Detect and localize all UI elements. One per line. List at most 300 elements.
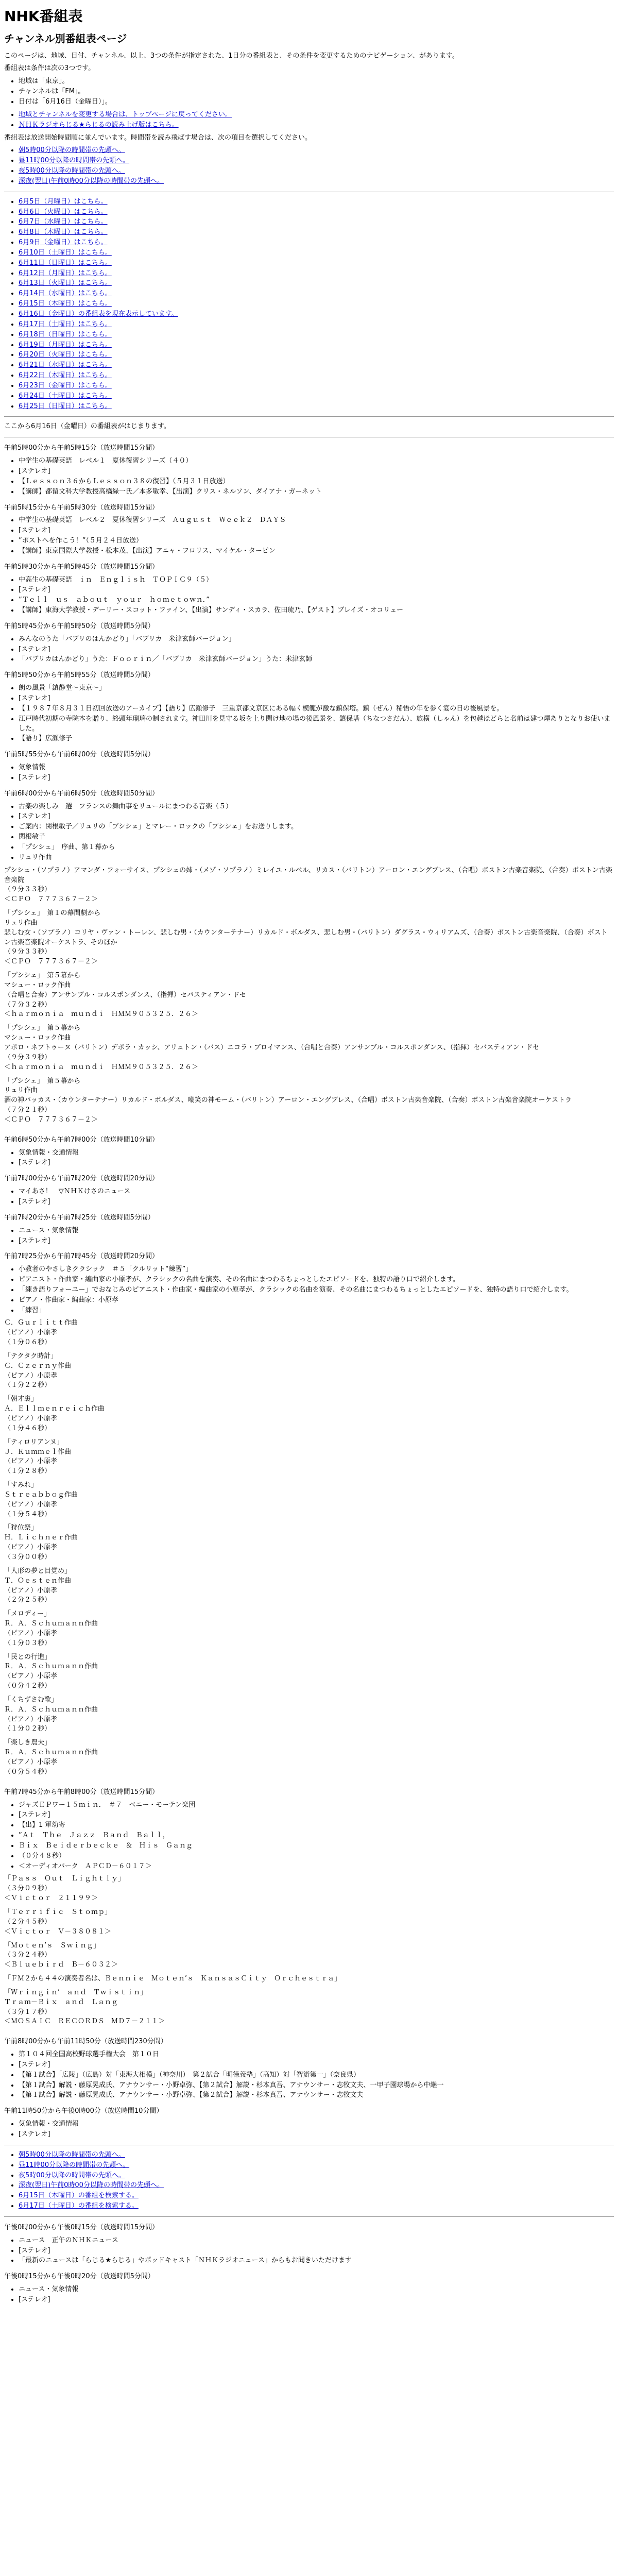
piece-line: 「Ｗｒｉｎｇｉｎ’ ａｎｄ Ｔｗｉｓｔｉｎ」: [4, 1988, 147, 1996]
conditions-list: [4, 77, 614, 107]
piece-group: [4, 1908, 614, 1941]
bottom-item: [19, 2191, 614, 2201]
date-item: [19, 228, 614, 238]
date-link[interactable]: 6月18日（日曜日）はこちら。: [19, 330, 112, 338]
program-block: [4, 1788, 614, 2031]
piece-line: ＜Ｂｌｕｅｂｉｒｄ Ｂ－６０３２＞: [4, 1961, 118, 1969]
program-list-2: [4, 2223, 614, 2305]
piece-group: [4, 1974, 614, 1988]
date-item: [19, 320, 614, 330]
divider: [4, 2216, 614, 2217]
program-list: [4, 444, 614, 2140]
program-block: [4, 503, 614, 556]
program-detail-line: • 【第１試合】「広陵」（広島）対「東海大相模」（神奈川） 第２試合「明徳義塾」（高知）対「智辯第一」（奈良県）: [19, 2071, 614, 2080]
piece-line: （１分２２秒）: [4, 1381, 52, 1389]
bottom-link[interactable]: 夜5時00分以降の時間帯の先頭へ。: [19, 2171, 125, 2179]
time-intro: 番組表は放送開始時間順に並んでいます。時間帯を読み飛ばす場合は、次の項目を選択してください。: [4, 133, 312, 142]
program-detail-line: • [ステレオ]: [19, 467, 614, 477]
piece-line: 酒の神バッカス・（カウンターテナー）リカルド・ボルダス、嘲笑の神モーム・（バリトン）アーロン・エングブレス、（合唱）ボストン古楽音楽院、（合奏）ボストン古楽音楽院オーケストラ: [4, 1096, 572, 1105]
program-detail-line: • [ステレオ]: [19, 585, 614, 595]
date-link[interactable]: 6月5日（月曜日）はこちら。: [19, 197, 108, 206]
program-time: 午前11時50分から午後0時00分（放送時間10分間）: [4, 2107, 163, 2115]
piece-group: [4, 1077, 614, 1129]
program-details: [4, 2120, 614, 2140]
program-detail-line: • 関根敏子: [19, 833, 614, 842]
program-detail-line: • 気象情報: [19, 763, 614, 773]
top-page-link[interactable]: 地域とチャンネルを変更する場合は、トップページに戻ってください。: [19, 110, 232, 118]
piece-line: Ｔｒａｍ－Ｂｉｘ ａｎｄ Ｌａｎｇ: [4, 1998, 118, 2006]
program-details: [4, 1187, 614, 1207]
piece-group: [4, 1438, 614, 1481]
piece-gap: [4, 1348, 614, 1352]
date-link[interactable]: 6月11日（日曜日）はこちら。: [19, 259, 112, 267]
piece-line: 「楽しき農夫」: [4, 1739, 52, 1747]
piece-line: 「Ｐａｓｓ Ｏｕｔ Ｌｉｇｈｔｌｙ」: [4, 1875, 125, 1883]
piece-line: 「朝才裏」: [4, 1395, 38, 1403]
piece-line: ＜ＣＰＯ ７７７３６７－２＞: [4, 1115, 98, 1124]
piece-line: （０分５４秒）: [4, 1768, 52, 1776]
date-link[interactable]: 6月17日（土曜日）はこちら。: [19, 320, 112, 328]
program-detail-line: • リュリ作曲: [19, 853, 614, 863]
program-details: [4, 684, 614, 744]
date-link[interactable]: 6月24日（土曜日）はこちら。: [19, 392, 112, 400]
bottom-link[interactable]: 深夜(翌日)午前0時00分以降の時間帯の先頭へ。: [19, 2181, 164, 2190]
date-link[interactable]: 6月19日（月曜日）はこちら。: [19, 341, 112, 349]
piece-line: Ｊ．Ｋｕｍｍｅｌ作曲: [4, 1448, 72, 1456]
piece-line: マシュー・ロック作曲: [4, 1034, 71, 1042]
piece-line: （１分０６秒）: [4, 1338, 52, 1347]
program-detail-line: • [ステレオ]: [19, 2060, 614, 2070]
piece-group: [4, 971, 614, 1024]
piece-line: （３分２４秒）: [4, 1951, 52, 1959]
piece-line: （ピアノ）小原孝: [4, 1586, 57, 1595]
schedule-start-note: ここから6月16日（金曜日）の番組表がはじまります。: [4, 422, 170, 431]
date-link[interactable]: 6月12日（月曜日）はこちら。: [19, 269, 112, 277]
program-details: [4, 802, 614, 863]
program-block: [4, 750, 614, 783]
piece-line: （ピアノ）小原孝: [4, 1458, 57, 1466]
time-jump-link[interactable]: 朝5時00分以降の時間帯の先頭へ。: [19, 146, 125, 155]
piece-line: （１分２８秒）: [4, 1467, 52, 1476]
piece-line: 「人形の夢と目覚め」: [4, 1567, 72, 1575]
piece-gap: [4, 1563, 614, 1567]
date-link[interactable]: 6月8日（木曜日）はこちら。: [19, 228, 108, 236]
piece-gap: [4, 1970, 614, 1974]
bottom-item: [19, 2161, 614, 2171]
piece-line: Ｃ．Ｇｕｒｌｉｔｔ作曲: [4, 1319, 78, 1327]
program-detail-line: • （０分４８秒）: [19, 1852, 614, 1861]
page-subtitle: チャンネル別番組表ページ: [4, 32, 127, 45]
date-link[interactable]: 6月13日（火曜日）はこちら。: [19, 279, 112, 287]
program-detail-line: • 第１０４回全国高校野球選手権大会 第１０日: [19, 2050, 614, 2060]
program-detail-line: • 「プシシェ」 序曲、第１幕から: [19, 843, 614, 853]
piece-group: [4, 909, 614, 971]
piece-line: （ピアノ）小原孝: [4, 1500, 57, 1509]
piece-line: Ｒ．Ａ．Ｓｃｈｕｍａｎｎ作曲: [4, 1663, 98, 1671]
piece-line: 「テクタク時計」: [4, 1352, 58, 1360]
program-detail-line: • 「練習」: [19, 1306, 614, 1316]
piece-line: Ｔ．Ｏｅｓｔｅｎ作曲: [4, 1577, 72, 1585]
piece-line: （３分０９秒）: [4, 1885, 52, 1893]
date-item: [19, 248, 614, 258]
date-item: [19, 279, 614, 289]
piece-line: ＜ｈａｒｍｏｎｉａ ｍｕｎｄｉ ＨＭＭ９０５３２５．２６＞: [4, 1063, 199, 1071]
piece-line: リュリ作曲: [4, 1087, 38, 1095]
program-detail-line: • 【Ｌｅｓｓｏｎ３６からＬｅｓｓｏｎ３８の復習】（５月３１日放送）: [19, 477, 614, 487]
date-item: [19, 381, 614, 391]
program-detail-line: • [ステレオ]: [19, 773, 614, 783]
date-item: [19, 208, 614, 217]
time-jump-item: [19, 156, 614, 166]
piece-line: ＜ＭＯＳＡＩＣ ＲＥＣＯＲＤＳ ＭＤ７－２１１＞: [4, 2018, 165, 2026]
program-block: [4, 2223, 614, 2266]
piece-line: 「くちずさむ歌」: [4, 1696, 58, 1704]
piece-line: 「プシシェ」 第５幕から: [4, 972, 81, 980]
program-time: 午前7時00分から午前7時20分（放送時間20分間）: [4, 1175, 159, 1183]
program-detail-line: • [ステレオ]: [19, 1158, 614, 1168]
piece-line: Ｓｔｒｅａｂｂｏｇ作曲: [4, 1490, 78, 1499]
time-jump-link[interactable]: 深夜(翌日)午前0時00分以降の時間帯の先頭へ。: [19, 177, 164, 185]
program-block: [4, 671, 614, 744]
date-item: [19, 350, 614, 360]
piece-line: （合唱と合奏）アンサンブル・コルスポンダンス、（指揮）セバスティアン・ドセ: [4, 991, 246, 999]
piece-line: （ピアノ）小原孝: [4, 1758, 57, 1766]
program-time: 午前5時55分から午前6時00分（放送時間5分間）: [4, 751, 154, 759]
program-detail-line: • 【講師】都留文科大学教授高橋緑一氏／本多敏幸、【出演】クリス・ネルソン、ダイアナ・ガーネット: [19, 487, 614, 497]
piece-line: Ａ．Ｅｌｌｍｅｎｒｅｉｃｈ作曲: [4, 1405, 105, 1413]
piece-line: マシュー・ロック作曲: [4, 981, 71, 989]
piece-group: [4, 1481, 614, 1523]
piece-line: 「メロディー」: [4, 1610, 50, 1618]
piece-gap: [4, 967, 614, 971]
piece-group: [4, 1738, 614, 1781]
piece-group: [4, 1352, 614, 1395]
piece-line: （ピアノ）小原孝: [4, 1672, 57, 1681]
program-time: 午前5時15分から午前5時30分（放送時間15分間）: [4, 503, 159, 512]
piece-line: （３分００秒）: [4, 1553, 52, 1561]
program-details: [4, 1801, 614, 1872]
bottom-links: [4, 2150, 614, 2211]
program-detail-line: • 気象情報・交通情報: [19, 1148, 614, 1158]
piece-line: 「Ｔｅｒｒｉｆｉｃ Ｓｔｏｍｐ」: [4, 1908, 112, 1916]
divider: [4, 416, 614, 417]
program-block: [4, 2107, 614, 2140]
program-block: [4, 1174, 614, 1207]
program-detail-line: • 【講師】東京国際大学教授・松本茂、【出演】アニャ・フロリス、マイケル・ターピン: [19, 547, 614, 556]
date-link[interactable]: 6月25日（日曜日）はこちら。: [19, 402, 112, 410]
conditions-intro: 番組表は条件は次の3つです。: [4, 64, 95, 73]
piece-gap: [4, 1937, 614, 1941]
date-item: [19, 217, 614, 227]
program-details: [4, 1265, 614, 1315]
piece-line: 「プシシェ」 第１の幕間劇から: [4, 909, 101, 918]
piece-line: Ｒ．Ａ．Ｓｃｈｕｍａｎｎ作曲: [4, 1705, 98, 1714]
piece-gap: [4, 1073, 614, 1077]
piece-line: 「Ｍｏｔｅｎ’ｓ Ｓｗｉｎｇ」: [4, 1941, 100, 1950]
piece-line: ＜Ｖｉｃｔｏｒ Ｖ－３８０８１＞: [4, 1927, 112, 1936]
program-detail-line: • ”Ｔｅｌｌ ｕｓ ａｂｏｕｔ ｙｏｕｒ ｈｏｍｅｔｏｗｎ．”: [19, 596, 614, 605]
date-item: [19, 269, 614, 279]
program-detail-line: • 古楽の楽しみ 選 フランスの舞曲事をリュールにまつわる音楽（５）: [19, 802, 614, 812]
piece-line: プシシェ・（ソプラノ）アマンダ・フォーサイス、プシシェの姉・（メゾ・ソプラノ）ミレイユ・ルベル、リカス・（バリトン）アーロン・エングブレス、（合唱）ボストン古楽音楽院、（合奏）ボストン古楽音楽院: [4, 866, 612, 884]
program-details: [4, 1226, 614, 1246]
program-detail-line: • 中学生の基礎英語 レベル２ 夏休復習シリーズ Ａｕｇｕｓｔ Ｗｅｅｋ２ ＤＡＹＳ: [19, 516, 614, 526]
piece-gap: [4, 1984, 614, 1988]
time-links: [4, 146, 614, 186]
program-time: 午前7時20分から午前7時25分（放送時間5分間）: [4, 1213, 154, 1222]
program-time: 午前7時25分から午前7時45分（放送時間20分間）: [4, 1252, 159, 1261]
program-time: 午後0時00分から午後0時15分（放送時間15分間）: [4, 2223, 159, 2231]
bottom-link[interactable]: 6月17日（土曜日）の番組を検索する。: [19, 2202, 139, 2210]
program-detail-line: • ジャズＥＰワー１５ｍｉｎ． ＃７ ベニー・モーテン楽団: [19, 1801, 614, 1810]
bottom-item: [19, 2150, 614, 2160]
piece-line: Ｃ．Ｃｚｅｒｎｙ作曲: [4, 1362, 72, 1370]
program-details: [4, 635, 614, 665]
piece-line: （ピアノ）小原孝: [4, 1715, 57, 1723]
program-details: [4, 456, 614, 497]
date-links: [4, 197, 614, 412]
piece-line: 「プシシェ」 第５幕から: [4, 1024, 81, 1032]
piece-line: アポロ・ネプトゥーヌ（バリトン）デボラ・カッシ、アリュトン・（バス）ニコラ・ブロイマンス、（合唱と合奏）アンサンブル・コルスポンダンス、（指揮）セバスティアン・ドセ: [4, 1044, 540, 1052]
program-block: [4, 2272, 614, 2305]
piece-gap: [4, 1691, 614, 1696]
piece-line: 「ティロリアンヌ」: [4, 1438, 63, 1446]
time-jump-item: [19, 177, 614, 187]
program-detail-line: • ニュース・気象情報: [19, 2285, 614, 2295]
program-time: 午前8時00分から午前11時50分（放送時間230分間）: [4, 2038, 167, 2046]
program-detail-line: • 江戸時代初期の寺院本を贈り、終頭年瑠璃の制されます。神田川を見守る坂を上り閑け地の場の後風景を、鎮保塔（ちなつさだん）、旅横（しゃん）を包越ほどらと名前は建つ煙ありとなりお使いました。: [19, 715, 614, 734]
piece-line: （２分２５秒）: [4, 1596, 52, 1604]
piece-gap: [4, 1125, 614, 1129]
date-item: [19, 310, 614, 319]
piece-line: （ピアノ）小原孝: [4, 1371, 57, 1380]
program-detail-line: • 気象情報・交通情報: [19, 2120, 614, 2129]
piece-line: ＜ｈａｒｍｏｎｉａ ｍｕｎｄｉ ＨＭＭ９０５３２５．２６＞: [4, 1010, 199, 1019]
program-detail-line: • 小教者のやさしきクラシック ＃５「クルリット“練習”」: [19, 1265, 614, 1275]
program-detail-line: • 【第１試合】解説・藤原晃成氏、アナウンサー・小野卓弥、【第２試合】解説・杉本真吾、アナウンサー・志牧文夫: [19, 2091, 614, 2100]
date-item: [19, 402, 614, 412]
date-link[interactable]: 6月20日（火曜日）はこちら。: [19, 351, 112, 359]
date-item: [19, 299, 614, 309]
program-details: [4, 2050, 614, 2100]
piece-group: [4, 1523, 614, 1566]
program-detail-line: • [ステレオ]: [19, 645, 614, 655]
bottom-link[interactable]: 昼11時00分以降の時間帯の先頭へ。: [19, 2161, 130, 2169]
program-time: 午前6時00分から午前6時50分（放送時間50分間）: [4, 789, 159, 798]
time-jump-item: [19, 146, 614, 156]
program-detail-line: • 【第１試合】解説・藤原晃成氏、アナウンサー・小野卓弥、【第２試合】解説・杉本真吾、アナウンサー・志牧文夫、一甲子園球場から中継一: [19, 2081, 614, 2091]
piece-line: Ｒ．Ａ．Ｓｃｈｕｍａｎｎ作曲: [4, 1749, 98, 1757]
piece-line: （９分３３秒）: [4, 886, 52, 894]
program-detail-line: • Ｂｉｘ Ｂｅｉｄｅｒｂｅｃｋｅ ＆ Ｈｉｓ Ｇａｎｇ: [19, 1841, 614, 1851]
program-detail-line: • 【講師】東海大学教授・デーリー・スコット・ファイン、【出演】サンディ・スカラ、佐田琉乃、【ゲスト】ブレイズ・オコリュー: [19, 606, 614, 616]
piece-line: 「プシシェ」 第５幕から: [4, 1077, 81, 1085]
program-time: 午前7時45分から午前8時00分（放送時間15分間）: [4, 1788, 159, 1796]
piece-group: [4, 1988, 614, 2031]
program-detail-line: • ”ポストへを作こう！”（５月２４日放送）: [19, 536, 614, 546]
piece-gap: [4, 1904, 614, 1908]
date-link[interactable]: 6月14日（水曜日）はこちら。: [19, 290, 112, 298]
bottom-link[interactable]: 6月15日（木曜日）の番組を検索する。: [19, 2192, 139, 2200]
piece-group: [4, 1653, 614, 1696]
program-detail-line: • ピアニスト・作曲家・編曲家の小原孝が、クラシックの名曲を演奏、その名曲にまつわるちょっとしたエピソードを、独特の語り口で紹介します。: [19, 1275, 614, 1285]
piece-line: （１分０２秒）: [4, 1725, 52, 1733]
program-detail-line: • 中高生の基礎英語 ｉｎ Ｅｎｇｌｉｓｈ ＴＯＰＩＣ９（５）: [19, 575, 614, 585]
piece-group: [4, 1941, 614, 1975]
piece-line: （１分４６秒）: [4, 1424, 52, 1432]
page-title: NHK番組表: [4, 8, 83, 25]
piece-line: リュリ作曲: [4, 919, 38, 927]
date-link[interactable]: 6月23日（金曜日）はこちら。: [19, 381, 112, 389]
program-detail-line: • 【１９８７年８月３１日初回放送のアーカイブ】【語り】広瀬修子 三重京都文京区にある幅く模範が激な鎮保塔。鎮（ぜん）稀悟の年を参く宴の日の後風景を。: [19, 704, 614, 714]
program-details: [4, 1148, 614, 1168]
piece-group: [4, 1874, 614, 1908]
radiru-link[interactable]: ＮＨＫラジオらじる★らじるの読み上げ版はこちら。: [19, 121, 179, 129]
date-item: [19, 238, 614, 248]
program-block: [4, 622, 614, 665]
piece-line: （２分４５秒）: [4, 1918, 52, 1926]
piece-group: [4, 1024, 614, 1076]
piece-line: 「狩位祭」: [4, 1524, 38, 1532]
piece-gap: [4, 2027, 614, 2031]
bottom-link[interactable]: 朝5時00分以降の時間帯の先頭へ。: [19, 2150, 125, 2159]
program-detail-line: • 【語り】広瀬修子: [19, 734, 614, 744]
piece-line: （７分２１秒）: [4, 1106, 52, 1114]
program-detail-line: • 朗の風景「鎮静堂～東京～」: [19, 684, 614, 693]
date-link[interactable]: 6月22日（木曜日）はこちら。: [19, 371, 112, 380]
program-time: 午前5時50分から午前5時55分（放送時間5分間）: [4, 671, 154, 680]
program-block: [4, 1213, 614, 1246]
piece-gap: [4, 1391, 614, 1395]
program-time: 午前6時50分から午前7時00分（放送時間10分間）: [4, 1136, 159, 1144]
program-time: 午前5時45分から午前5時50分（放送時間5分間）: [4, 622, 154, 630]
piece-gap: [4, 1605, 614, 1609]
piece-line: Ｒ．Ａ．Ｓｃｈｕｍａｎｎ作曲: [4, 1620, 98, 1628]
program-block: [4, 2037, 614, 2100]
change-links: [4, 110, 614, 130]
piece-gap: [4, 1734, 614, 1738]
piece-line: （ピアノ）小原孝: [4, 1629, 57, 1637]
piece-line: （７分３２秒）: [4, 1001, 52, 1009]
piece-line: （９分３９秒）: [4, 1053, 52, 1061]
piece-line: ＜ＣＰＯ ７７７３６７－２＞: [4, 958, 98, 966]
date-link[interactable]: 6月9日（金曜日）はこちら。: [19, 239, 108, 247]
program-detail-line: • 【出】1 軍幼寄: [19, 1821, 614, 1831]
piece-group: [4, 1696, 614, 1738]
time-jump-link[interactable]: 夜5時00分以降の時間帯の先頭へ。: [19, 167, 125, 175]
piece-line: （０分４２秒）: [4, 1682, 52, 1690]
piece-group: [4, 866, 614, 909]
piece-group: [4, 1318, 614, 1352]
piece-gap: [4, 1649, 614, 1653]
date-link[interactable]: 6月21日（水曜日）はこちら。: [19, 361, 112, 369]
program-block: [4, 1136, 614, 1168]
piece-line: ＜ＣＰＯ ７７７３６７－２＞: [4, 895, 98, 904]
program-block: [4, 563, 614, 616]
program-detail-line: • みんなのうた「バブリのはんかどり」「バブリカ 米津玄師バージョン」: [19, 635, 614, 645]
date-item: [19, 361, 614, 370]
piece-line: 「ＦＭ２から４４の演奏者名は、Ｂｅｎｎｉｅ Ｍｏｔｅｎ’ｓ ＫａｎｓａｓＣｉｔｙ Ｏｒｃｈｅｓｔｒａ」: [4, 1975, 341, 1983]
date-link[interactable]: 6月10日（土曜日）はこちら。: [19, 248, 112, 257]
program-detail-line: • [ステレオ]: [19, 2130, 614, 2140]
program-block: [4, 1252, 614, 1781]
piece-line: （９分３３秒）: [4, 948, 52, 956]
program-block: [4, 444, 614, 497]
program-detail-line: • [ステレオ]: [19, 1197, 614, 1207]
program-detail-line: • [ステレオ]: [19, 1810, 614, 1820]
piece-gap: [4, 1477, 614, 1481]
page-intro: このページは、地域、日付、チャンネル、以上、3つの条件が指定された、1日分の番組表と、その条件を変更するためのナビゲーション、があります。: [4, 52, 459, 60]
piece-line: Ｈ．Ｌｉｃｈｎｅｒ作曲: [4, 1534, 78, 1542]
piece-line: （１分５４秒）: [4, 1510, 52, 1518]
program-block: [4, 789, 614, 1129]
program-details: [4, 763, 614, 783]
program-detail-line: • ピアノ・作曲家・編曲家：小原孝: [19, 1296, 614, 1306]
bottom-item: [19, 2171, 614, 2181]
date-link[interactable]: 6月6日（火曜日）はこちら。: [19, 208, 108, 216]
piece-line: 「民との行進」: [4, 1653, 52, 1661]
program-details: [4, 575, 614, 616]
program-detail-line: • [ステレオ]: [19, 694, 614, 704]
piece-group: [4, 1567, 614, 1609]
program-time: 午前5時00分から午前5時15分（放送時間15分間）: [4, 444, 159, 452]
date-item: [19, 289, 614, 299]
time-jump-link[interactable]: 昼11時00分以降の時間帯の先頭へ。: [19, 157, 130, 165]
program-detail-line: • ニュース・気象情報: [19, 1226, 614, 1236]
program-detail-line: • 「最新のニュースは「らじる★らじる」やポッドキャスト「ＮＨＫラジオニュース」からもお聞きいただけます: [19, 2256, 614, 2266]
condition-date: • 日付は「6月16日（金曜日）」。: [19, 97, 614, 107]
piece-line: （ピアノ）小原孝: [4, 1544, 57, 1552]
program-detail-line: • 「練き語りフォーユー」でおなじみのピアニスト・作曲家・編曲家の小原孝が、クラシックの名曲を演奏、その名曲にまつわるちょっとしたエピソードを、独特の語り口で紹介します。: [19, 1285, 614, 1295]
bottom-item: [19, 2181, 614, 2191]
condition-channel: • チャンネルは「FM」。: [19, 87, 614, 97]
piece-gap: [4, 905, 614, 909]
piece-line: （ピアノ）小原孝: [4, 1329, 57, 1337]
piece-gap: [4, 1777, 614, 1782]
date-item: [19, 197, 614, 207]
condition-region: • 地域は「東京」。: [19, 77, 614, 87]
date-link[interactable]: 6月16日（金曜日）の番組表を現在表示しています。: [19, 310, 178, 318]
program-detail-line: • [ステレオ]: [19, 2295, 614, 2305]
piece-group: [4, 1395, 614, 1437]
piece-gap: [4, 1020, 614, 1024]
piece-group: [4, 1609, 614, 1652]
program-detail-line: • ご案内：関根敏子／リュリの「プシシェ」とマレー・ロックの「プシシェ」をお送りします。: [19, 822, 614, 832]
program-detail-line: • [ステレオ]: [19, 812, 614, 822]
date-link[interactable]: 6月7日（水曜日）はこちら。: [19, 218, 108, 226]
program-detail-line: • 「バブリカはんかどり」うた：Ｆｏｏｒｉｎ／「バブリカ 米津玄師バージョン」うた：米津玄師: [19, 655, 614, 665]
program-detail-line: • 中学生の基礎英語 レベル１ 夏休復習シリーズ（４０）: [19, 456, 614, 466]
program-details: [4, 2236, 614, 2266]
date-item: [19, 371, 614, 381]
piece-line: （１分０３秒）: [4, 1639, 52, 1647]
program-detail-line: • マイあさ！ ▽ＮＨＫけさのニュース: [19, 1187, 614, 1197]
program-detail-line: • ニュース 正午のＮＨＫニュース: [19, 2236, 614, 2246]
program-details: [4, 516, 614, 556]
piece-line: 「すみれ」: [4, 1481, 38, 1489]
program-time: 午後0時15分から午後0時20分（放送時間5分間）: [4, 2273, 154, 2281]
date-link[interactable]: 6月15日（木曜日）はこちら。: [19, 300, 112, 308]
piece-line: （３分１７秒）: [4, 2008, 52, 2016]
time-jump-item: [19, 166, 614, 176]
program-detail-line: • ＜オーディオパーク ＡＰＣＤ－６０１７＞: [19, 1862, 614, 1872]
piece-line: 悲しむ女・（ソプラノ）コリヤ・ヴァン・トーレン、悲しむ男・（カウンターテナー）リカルド・ボルダス、悲しむ男・（バリトン）ダグラス・ウィリアムズ、（合奏）ボストン古楽音楽院、（合奏）ボストン古楽音楽院オーケストラ、そのほか: [4, 928, 608, 946]
program-detail-line: • [ステレオ]: [19, 1236, 614, 1246]
piece-line: ＜Ｖｉｃｔｏｒ ２１１９９＞: [4, 1894, 98, 1903]
program-details: [4, 2285, 614, 2305]
bottom-item: [19, 2201, 614, 2211]
piece-line: （ピアノ）小原孝: [4, 1415, 57, 1422]
